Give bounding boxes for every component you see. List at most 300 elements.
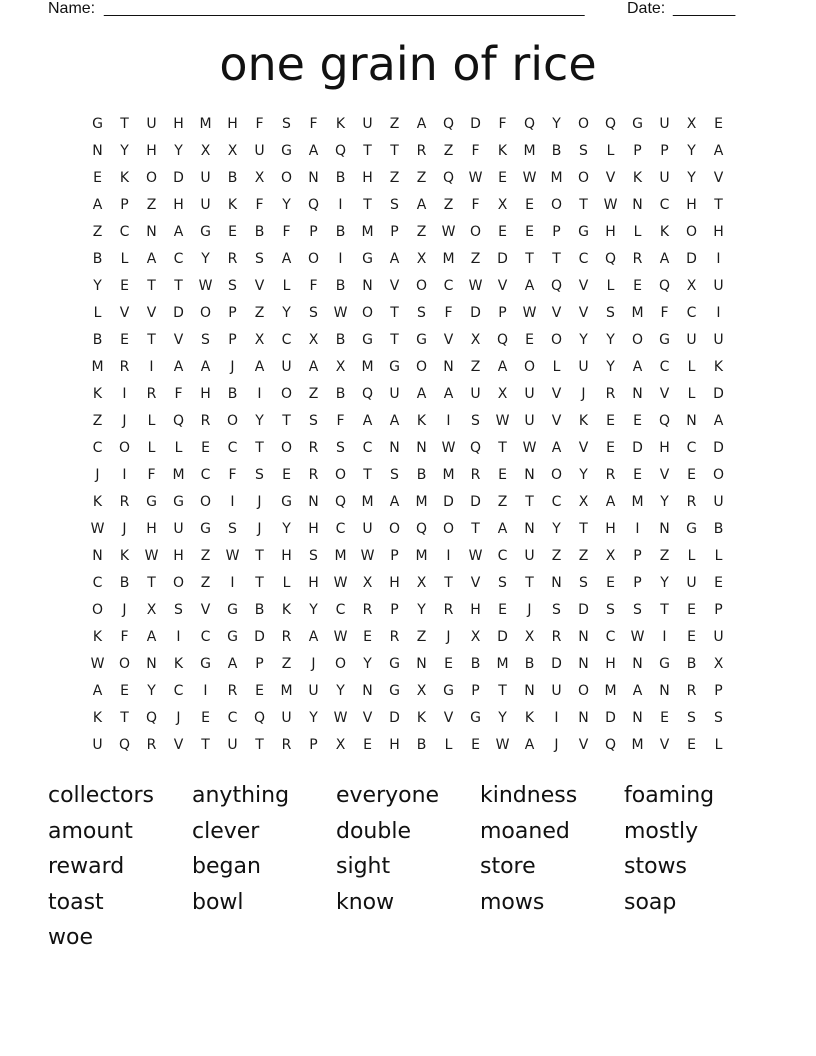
grid-letter: V <box>362 710 373 726</box>
grid-letter: C <box>686 440 697 456</box>
grid-letter: V <box>659 386 670 402</box>
grid-letter: A <box>200 359 211 375</box>
grid-letter: R <box>416 143 427 159</box>
grid-letter: J <box>554 737 559 753</box>
grid-letter: A <box>713 413 724 429</box>
grid-letter: W <box>630 629 645 645</box>
word-bank-item: mows <box>480 889 545 915</box>
word-bank-item: kindness <box>480 783 578 808</box>
grid-letter: Z <box>470 251 481 267</box>
grid-letter: J <box>122 413 127 429</box>
grid-letter: Q <box>604 737 617 753</box>
grid-letter: B <box>335 332 346 348</box>
grid-letter: L <box>714 548 723 564</box>
grid-letter: N <box>308 170 319 186</box>
grid-letter: L <box>93 305 102 321</box>
grid-letter: S <box>579 143 588 159</box>
grid-letter: P <box>714 602 723 618</box>
word-bank-item: collectors <box>48 783 155 808</box>
grid-letter: G <box>227 602 238 618</box>
grid-letter: V <box>146 305 157 321</box>
grid-letter: Q <box>334 143 347 159</box>
grid-letter: O <box>469 224 482 240</box>
grid-letter: I <box>122 467 127 483</box>
grid-letter: R <box>227 251 238 267</box>
grid-letter: P <box>552 224 561 240</box>
grid-letter: L <box>687 359 696 375</box>
grid-row <box>84 678 732 705</box>
grid-letter: Z <box>416 170 427 186</box>
grid-letter: U <box>308 683 319 699</box>
grid-letter: H <box>173 548 184 564</box>
grid-letter: D <box>497 251 508 267</box>
grid-letter: Z <box>146 197 157 213</box>
grid-letter: U <box>524 386 535 402</box>
grid-letter: M <box>604 683 617 699</box>
grid-letter: C <box>335 521 346 537</box>
grid-letter: I <box>203 683 208 699</box>
grid-letter: O <box>550 332 563 348</box>
grid-letter: D <box>173 305 184 321</box>
grid-letter: D <box>713 440 724 456</box>
grid-letter: J <box>311 656 316 672</box>
grid-letter: M <box>361 224 374 240</box>
grid-letter: I <box>230 575 235 591</box>
grid-letter: M <box>415 548 428 564</box>
grid-letter: O <box>685 224 698 240</box>
grid-letter: O <box>550 197 563 213</box>
grid-letter: X <box>524 629 535 645</box>
grid-letter: S <box>309 305 318 321</box>
grid-letter: S <box>579 575 588 591</box>
grid-letter: V <box>578 737 589 753</box>
grid-letter: S <box>687 710 696 726</box>
grid-letter: O <box>577 116 590 132</box>
grid-letter: X <box>416 575 427 591</box>
grid-letter: X <box>227 143 238 159</box>
word-bank-item: everyone <box>336 783 440 808</box>
grid-letter: O <box>442 521 455 537</box>
grid-letter: R <box>119 494 130 510</box>
grid-letter: I <box>176 629 181 645</box>
grid-letter: C <box>659 359 670 375</box>
grid-letter: M <box>442 467 455 483</box>
grid-letter: A <box>389 251 400 267</box>
grid-letter: D <box>605 710 616 726</box>
grid-letter: D <box>578 602 589 618</box>
grid-letter: R <box>686 494 697 510</box>
grid-letter: Y <box>660 494 669 510</box>
grid-letter: T <box>363 467 372 483</box>
grid-letter: N <box>578 629 589 645</box>
grid-letter: L <box>606 278 615 294</box>
grid-letter: Z <box>578 548 589 564</box>
grid-letter: T <box>255 575 264 591</box>
grid-letter: V <box>578 440 589 456</box>
grid-letter: T <box>525 494 534 510</box>
grid-letter: V <box>659 467 670 483</box>
grid-letter: K <box>416 413 427 429</box>
grid-letter: J <box>95 467 100 483</box>
grid-row <box>84 192 732 219</box>
grid-letter: T <box>498 440 507 456</box>
grid-letter: C <box>119 224 130 240</box>
grid-letter: V <box>389 278 400 294</box>
grid-letter: P <box>633 548 642 564</box>
grid-letter: T <box>660 602 669 618</box>
grid-letter: A <box>308 359 319 375</box>
grid-letter: E <box>498 224 507 240</box>
grid-letter: Y <box>282 521 291 537</box>
grid-letter: G <box>362 332 373 348</box>
grid-letter: E <box>687 629 696 645</box>
grid-letter: K <box>119 548 130 564</box>
grid-letter: K <box>281 602 292 618</box>
grid-letter: C <box>551 494 562 510</box>
grid-letter: O <box>577 170 590 186</box>
grid-letter: Z <box>254 305 265 321</box>
grid-letter: W <box>495 737 510 753</box>
grid-letter: T <box>147 575 156 591</box>
grid-letter: K <box>119 170 130 186</box>
page-title: one grain of rice <box>219 37 597 91</box>
grid-letter: V <box>578 278 589 294</box>
grid-letter: P <box>390 224 399 240</box>
grid-letter: Q <box>523 116 536 132</box>
grid-letter: V <box>659 737 670 753</box>
grid-letter: E <box>120 278 129 294</box>
grid-letter: U <box>389 386 400 402</box>
grid-letter: A <box>632 683 643 699</box>
grid-letter: N <box>578 710 589 726</box>
grid-letter: N <box>632 386 643 402</box>
grid-letter: U <box>92 737 103 753</box>
grid-letter: E <box>363 629 372 645</box>
grid-letter: S <box>255 467 264 483</box>
grid-letter: R <box>281 629 292 645</box>
grid-letter: R <box>119 359 130 375</box>
grid-letter: A <box>389 413 400 429</box>
grid-letter: M <box>631 305 644 321</box>
grid-letter: R <box>632 251 643 267</box>
grid-letter: A <box>416 386 427 402</box>
grid-letter: I <box>446 548 451 564</box>
word-bank-item: reward <box>48 854 125 879</box>
word-bank-item: know <box>336 889 395 915</box>
grid-letter: E <box>606 413 615 429</box>
grid-letter: Y <box>336 683 345 699</box>
grid-letter: U <box>713 629 724 645</box>
grid-letter: E <box>228 224 237 240</box>
grid-letter: M <box>415 494 428 510</box>
grid-letter: Y <box>93 278 102 294</box>
grid-letter: R <box>227 683 238 699</box>
grid-letter: S <box>633 602 642 618</box>
grid-letter: F <box>336 413 345 429</box>
grid-letter: I <box>338 251 343 267</box>
grid-letter: V <box>551 413 562 429</box>
grid-letter: W <box>468 278 483 294</box>
grid-letter: E <box>714 575 723 591</box>
grid-letter: N <box>416 656 427 672</box>
grid-letter: Q <box>334 494 347 510</box>
grid-letter: K <box>92 386 103 402</box>
grid-letter: S <box>552 602 561 618</box>
grid-letter: G <box>200 656 211 672</box>
grid-letter: M <box>523 143 536 159</box>
grid-letter: D <box>632 440 643 456</box>
grid-letter: P <box>390 548 399 564</box>
grid-letter: X <box>605 548 616 564</box>
grid-letter: C <box>227 710 238 726</box>
grid-letter: N <box>416 440 427 456</box>
grid-letter: V <box>551 305 562 321</box>
grid-letter: E <box>120 332 129 348</box>
grid-letter: V <box>713 170 724 186</box>
grid-letter: U <box>686 332 697 348</box>
grid-letter: V <box>497 278 508 294</box>
grid-letter: S <box>471 413 480 429</box>
grid-letter: D <box>254 629 265 645</box>
grid-letter: K <box>632 170 643 186</box>
grid-letter: S <box>417 305 426 321</box>
grid-letter: L <box>552 359 561 375</box>
grid-letter: Z <box>281 656 292 672</box>
grid-letter: Z <box>389 170 400 186</box>
grid-letter: E <box>363 737 372 753</box>
grid-letter: O <box>550 467 563 483</box>
grid-letter: H <box>605 656 616 672</box>
grid-letter: W <box>90 656 105 672</box>
grid-letter: T <box>390 305 399 321</box>
grid-letter: I <box>716 251 721 267</box>
grid-letter: O <box>307 251 320 267</box>
grid-letter: S <box>390 197 399 213</box>
grid-letter: W <box>333 305 348 321</box>
grid-letter: O <box>334 467 347 483</box>
grid-letter: I <box>716 305 721 321</box>
grid-letter: F <box>255 116 264 132</box>
grid-letter: Z <box>200 548 211 564</box>
grid-letter: E <box>282 467 291 483</box>
grid-letter: U <box>713 332 724 348</box>
grid-letter: O <box>199 494 212 510</box>
grid-letter: A <box>551 440 562 456</box>
grid-letter: Y <box>309 710 318 726</box>
grid-letter: S <box>498 575 507 591</box>
grid-letter: B <box>92 251 103 267</box>
grid-letter: N <box>524 521 535 537</box>
grid-letter: I <box>554 710 559 726</box>
grid-letter: R <box>146 737 157 753</box>
grid-letter: D <box>389 710 400 726</box>
grid-letter: R <box>146 386 157 402</box>
grid-letter: Y <box>552 116 561 132</box>
grid-letter: H <box>362 170 373 186</box>
grid-letter: Y <box>498 710 507 726</box>
grid-letter: I <box>338 197 343 213</box>
grid-letter: M <box>361 359 374 375</box>
name-field-line[interactable]: ______________________________________________________ <box>104 0 585 17</box>
grid-letter: R <box>605 386 616 402</box>
grid-letter: O <box>388 521 401 537</box>
grid-letter: E <box>633 278 642 294</box>
grid-letter: Z <box>416 629 427 645</box>
grid-letter: C <box>362 440 373 456</box>
grid-row <box>84 327 732 354</box>
grid-letter: Y <box>174 143 183 159</box>
grid-letter: Y <box>147 683 156 699</box>
grid-letter: U <box>281 359 292 375</box>
grid-letter: C <box>200 467 211 483</box>
grid-letter: C <box>443 278 454 294</box>
grid-letter: P <box>120 197 129 213</box>
grid-letter: U <box>686 575 697 591</box>
grid-letter: S <box>606 602 615 618</box>
grid-letter: T <box>255 548 264 564</box>
grid-letter: D <box>173 170 184 186</box>
grid-letter: A <box>416 116 427 132</box>
grid-letter: K <box>335 116 346 132</box>
grid-letter: A <box>713 143 724 159</box>
grid-letter: Y <box>687 170 696 186</box>
grid-letter: J <box>230 359 235 375</box>
grid-letter: K <box>497 143 508 159</box>
grid-letter: G <box>389 656 400 672</box>
grid-letter: U <box>362 116 373 132</box>
grid-letter: X <box>497 197 508 213</box>
grid-letter: N <box>92 143 103 159</box>
grid-letter: G <box>281 494 292 510</box>
grid-letter: O <box>280 440 293 456</box>
grid-letter: G <box>362 251 373 267</box>
grid-letter: R <box>443 602 454 618</box>
date-label: Date: <box>627 0 666 17</box>
grid-letter: F <box>471 197 480 213</box>
grid-letter: G <box>281 143 292 159</box>
grid-letter: L <box>633 224 642 240</box>
word-bank-item: bowl <box>192 889 244 915</box>
grid-letter: Z <box>443 143 454 159</box>
grid-letter: Q <box>307 197 320 213</box>
grid-row <box>84 705 732 732</box>
grid-letter: W <box>198 278 213 294</box>
grid-letter: W <box>441 440 456 456</box>
grid-letter: E <box>633 413 642 429</box>
grid-letter: V <box>470 575 481 591</box>
grid-letter: W <box>495 413 510 429</box>
grid-letter: Q <box>253 710 266 726</box>
grid-letter: F <box>228 467 237 483</box>
grid-letter: M <box>361 494 374 510</box>
grid-letter: N <box>632 197 643 213</box>
grid-letter: T <box>363 197 372 213</box>
grid-letter: U <box>551 683 562 699</box>
grid-letter: Q <box>604 116 617 132</box>
grid-letter: L <box>282 575 291 591</box>
grid-letter: N <box>632 710 643 726</box>
grid-letter: Q <box>361 386 374 402</box>
grid-letter: Q <box>604 251 617 267</box>
grid-letter: J <box>527 602 532 618</box>
grid-letter: K <box>524 710 535 726</box>
grid-letter: H <box>686 197 697 213</box>
grid-letter: V <box>173 332 184 348</box>
date-field-line[interactable]: _______ <box>673 0 736 17</box>
grid-row <box>84 111 732 138</box>
grid-letter: N <box>659 683 670 699</box>
grid-letter: S <box>309 413 318 429</box>
grid-letter: C <box>578 251 589 267</box>
grid-letter: E <box>525 224 534 240</box>
grid-letter: T <box>525 251 534 267</box>
grid-letter: C <box>200 629 211 645</box>
grid-letter: O <box>523 359 536 375</box>
grid-letter: L <box>606 143 615 159</box>
grid-letter: E <box>714 116 723 132</box>
grid-letter: E <box>201 440 210 456</box>
grid-letter: H <box>308 575 319 591</box>
grid-letter: A <box>281 251 292 267</box>
grid-letter: M <box>334 548 347 564</box>
grid-letter: D <box>470 116 481 132</box>
grid-letter: A <box>524 278 535 294</box>
grid-letter: T <box>363 143 372 159</box>
grid-letter: H <box>227 116 238 132</box>
grid-letter: X <box>254 170 265 186</box>
grid-letter: O <box>118 440 131 456</box>
grid-letter: O <box>577 683 590 699</box>
grid-letter: T <box>282 413 291 429</box>
grid-letter: S <box>714 710 723 726</box>
grid-letter: N <box>362 278 373 294</box>
grid-letter: P <box>228 332 237 348</box>
grid-letter: Y <box>606 359 615 375</box>
grid-letter: B <box>335 170 346 186</box>
grid-letter: M <box>280 683 293 699</box>
grid-letter: Z <box>497 494 508 510</box>
grid-letter: S <box>228 278 237 294</box>
header-row <box>0 0 816 24</box>
grid-letter: U <box>281 710 292 726</box>
grid-letter: E <box>498 602 507 618</box>
grid-letter: H <box>659 440 670 456</box>
word-search-grid <box>84 111 732 759</box>
grid-letter: G <box>632 116 643 132</box>
grid-letter: K <box>578 413 589 429</box>
grid-letter: A <box>497 359 508 375</box>
grid-letter: Y <box>606 332 615 348</box>
grid-letter: G <box>389 683 400 699</box>
grid-letter: V <box>443 710 454 726</box>
grid-letter: H <box>146 143 157 159</box>
grid-letter: N <box>443 359 454 375</box>
grid-letter: T <box>201 737 210 753</box>
grid-letter: E <box>498 467 507 483</box>
grid-letter: U <box>146 116 157 132</box>
grid-letter: T <box>444 575 453 591</box>
grid-letter: B <box>335 278 346 294</box>
grid-letter: H <box>173 197 184 213</box>
grid-letter: G <box>416 332 427 348</box>
grid-letter: J <box>257 521 262 537</box>
grid-letter: M <box>496 656 509 672</box>
grid-letter: W <box>522 440 537 456</box>
grid-letter: N <box>551 575 562 591</box>
grid-letter: T <box>390 143 399 159</box>
grid-letter: Y <box>417 602 426 618</box>
grid-letter: X <box>686 278 697 294</box>
